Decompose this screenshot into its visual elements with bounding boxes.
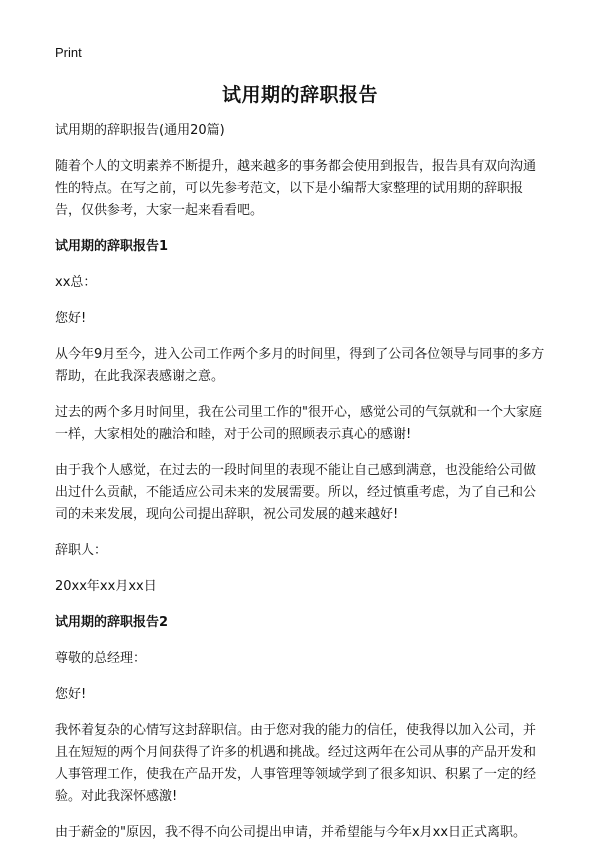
body-paragraph: 由于我个人感觉，在过去的一段时间里的表现不能让自己感到满意，也没能给公司做出过什么贡献，不能适应公司未来的发展需要。所以，经过慎重考虑，为了自己和公司的未来发展，现向公司提出辞职，祝公司发展的越来越好! (55, 463, 537, 522)
signature-date: 20xx年xx月xx日 (55, 579, 157, 594)
body-paragraph: 由于薪金的"原因，我不得不向公司提出申请，并希望能与今年x月xx日正式离职。 (55, 825, 527, 840)
article-body (55, 120, 547, 858)
section-heading: 试用期的辞职报告1 (55, 239, 169, 254)
salutation: xx总： (55, 275, 97, 290)
salutation: 尊敬的总经理： (55, 651, 147, 666)
intro-paragraph: 随着个人的文明素养不断提升，越来越多的事务都会使用到报告，报告具有双向沟通性的特点。在写之前，可以先参考范文，以下是小编帮大家整理的试用期的辞职报告，仅供参考，大家一起来看看吧。 (55, 159, 537, 218)
print-link[interactable]: Print (55, 45, 82, 60)
body-paragraph: 过去的两个多月时间里，我在公司里工作的"很开心，感觉公司的气氛就和一个大家庭一样，大家相处的融洽和睦，对于公司的照顾表示真心的感谢! (55, 405, 542, 442)
body-paragraph: 我怀着复杂的心情写这封辞职信。由于您对我的能力的信任，使我得以加入公司，并且在短短的两个月间获得了许多的机遇和挑战。经过这两年在公司从事的产品开发和人事管理工作，使我在产品开发，人事管理等领域学到了很多知识、积累了一定的经验。对此我深怀感激! (55, 723, 537, 804)
signature-label: 辞职人： (55, 543, 108, 558)
greeting: 您好! (55, 687, 87, 702)
body-paragraph: 从今年9月至今，进入公司工作两个多月的时间里，得到了公司各位领导与同事的多方帮助，在此我深表感谢之意。 (55, 347, 545, 384)
article-subtitle: 试用期的辞职报告(通用20篇) (55, 123, 225, 138)
greeting: 您好! (55, 311, 87, 326)
section-heading: 试用期的辞职报告2 (55, 615, 169, 630)
page-title: 试用期的辞职报告 (221, 84, 378, 106)
